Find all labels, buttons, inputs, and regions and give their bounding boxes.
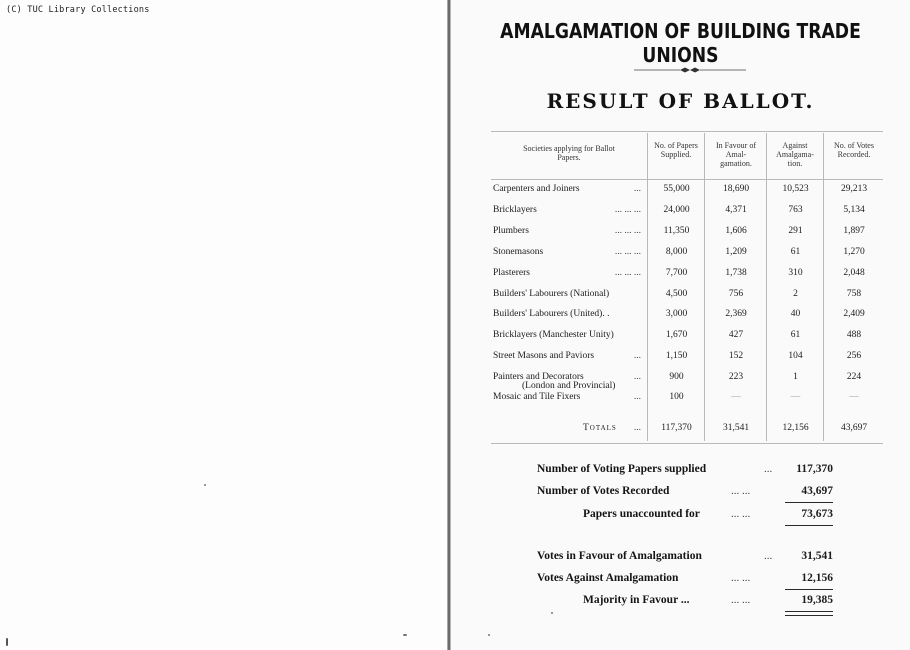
total-recorded: 43,697 — [840, 423, 868, 433]
society-name: Plumbers — [493, 226, 529, 236]
votes-against: 2 — [793, 289, 798, 299]
votes-recorded: 29,213 — [840, 184, 868, 194]
sum-rule — [785, 589, 833, 590]
votes-favour: 152 — [728, 351, 744, 361]
leader-dots: ... ... — [731, 485, 751, 497]
totals-label: Totals — [583, 423, 617, 433]
society-name: Bricklayers (Manchester Unity) — [493, 330, 614, 340]
votes-against: 291 — [788, 226, 803, 236]
votes-recorded: 224 — [846, 372, 862, 382]
summary-value: 19,385 — [801, 594, 833, 606]
divider-ornament — [634, 66, 746, 74]
table-row — [491, 247, 883, 263]
society-name: (London and Provincial) — [522, 381, 616, 391]
table-top-rule — [491, 131, 883, 132]
society-name: Builders' Labourers (United). . — [493, 309, 610, 319]
society-name: Stonemasons — [493, 247, 544, 257]
votes-favour: 1,738 — [725, 268, 747, 278]
votes-against: 310 — [788, 268, 803, 278]
society-name: Mosaic and Tile Fixers — [493, 392, 581, 402]
summary-value: 117,370 — [796, 463, 833, 475]
paper-speck — [403, 634, 407, 636]
papers-supplied: 4,500 — [665, 289, 688, 299]
header-rule — [491, 179, 883, 180]
table-row — [491, 184, 883, 200]
society-name: Carpenters and Joiners — [493, 184, 580, 194]
papers-supplied: 11,350 — [663, 226, 690, 236]
votes-recorded: — — [849, 392, 859, 402]
votes-against: 61 — [790, 247, 801, 257]
totals-row — [491, 423, 883, 439]
table-row — [491, 392, 883, 408]
right-page — [451, 0, 910, 650]
table-row — [491, 330, 883, 346]
votes-against: 763 — [788, 205, 803, 215]
society-name: Bricklayers — [493, 205, 537, 215]
leader-dots: ... — [633, 372, 641, 382]
leader-dots: ... — [764, 550, 773, 562]
paper-speck — [204, 484, 206, 486]
page-heading: AMALGAMATION OF BUILDING TRADE UNIONS — [500, 19, 861, 67]
leader-dots: ... ... ... — [614, 268, 641, 278]
votes-against: 61 — [790, 330, 801, 340]
header-recorded: No. of Votes Recorded. — [834, 141, 874, 159]
sum-double-rule — [785, 615, 833, 616]
header-against: Against Amalgama-tion. — [776, 141, 814, 168]
table-bottom-rule — [491, 443, 883, 444]
votes-favour: 18,690 — [722, 184, 750, 194]
table-row — [491, 226, 883, 242]
ballot-table — [491, 131, 883, 446]
header-favour: In Favour of Amal-gamation. — [716, 141, 756, 168]
summary-value: 31,541 — [801, 550, 833, 562]
papers-supplied: 1,150 — [665, 351, 688, 361]
leader-dots: ... — [633, 351, 641, 361]
papers-supplied: 55,000 — [663, 184, 690, 194]
sum-rule — [785, 502, 833, 503]
leader-dots: ... ... — [731, 508, 751, 520]
summary-value: 73,673 — [801, 508, 833, 520]
summary-value: 12,156 — [801, 572, 833, 584]
leader-dots: ... — [764, 463, 773, 475]
leader-dots: ... ... — [731, 594, 751, 606]
table-row — [491, 289, 883, 305]
leader-dots: ... ... ... — [614, 247, 641, 257]
total-against: 12,156 — [782, 423, 809, 433]
votes-favour: 1,606 — [725, 226, 747, 236]
sum-rule — [785, 525, 833, 526]
votes-favour: 756 — [728, 289, 744, 299]
papers-supplied: 24,000 — [663, 205, 690, 215]
votes-favour: 1,209 — [725, 247, 747, 257]
votes-recorded: 5,134 — [843, 205, 865, 215]
papers-supplied: 1,670 — [665, 330, 688, 340]
summary-label: Votes Against Amalgamation — [537, 572, 679, 584]
papers-supplied: 100 — [669, 392, 684, 402]
votes-recorded: 256 — [846, 351, 862, 361]
summary-label: Number of Voting Papers supplied — [537, 463, 707, 475]
votes-against: — — [790, 392, 801, 402]
paper-speck — [551, 612, 553, 614]
society-name: Painters and Decorators — [493, 372, 584, 382]
votes-against: 10,523 — [782, 184, 809, 194]
summary-label: Majority in Favour ... — [583, 594, 690, 606]
total-favour: 31,541 — [722, 423, 750, 433]
papers-supplied: 900 — [669, 372, 684, 382]
summary-label: Number of Votes Recorded — [537, 485, 670, 497]
header-supplied: No. of Papers Supplied. — [654, 141, 698, 159]
papers-supplied: 7,700 — [665, 268, 688, 278]
sum-rule — [785, 611, 833, 612]
table-row — [491, 268, 883, 284]
result-title: RESULT OF BALLOT. — [546, 89, 815, 113]
leader-dots: ... — [633, 392, 641, 402]
summary-value: 43,697 — [801, 485, 833, 497]
votes-favour: 427 — [728, 330, 744, 340]
leader-dots: ... — [633, 184, 641, 194]
summary-label: Votes in Favour of Amalgamation — [537, 550, 702, 562]
votes-recorded: 758 — [846, 289, 862, 299]
votes-recorded: 488 — [846, 330, 862, 340]
votes-against: 104 — [788, 351, 803, 361]
votes-against: 1 — [793, 372, 798, 382]
table-row — [491, 205, 883, 221]
votes-favour: 4,371 — [725, 205, 747, 215]
votes-favour: 223 — [728, 372, 744, 382]
table-row — [491, 309, 883, 325]
leader-dots: ... ... ... — [614, 205, 641, 215]
copyright-watermark: (C) TUC Library Collections — [6, 5, 150, 15]
summary-label: Papers unaccounted for — [583, 508, 700, 520]
papers-supplied: 8,000 — [665, 247, 688, 257]
votes-recorded: 2,409 — [843, 309, 865, 319]
total-supplied: 117,370 — [661, 423, 692, 433]
votes-recorded: 1,897 — [843, 226, 865, 236]
papers-supplied: 3,000 — [665, 309, 688, 319]
leader-dots: ... ... ... — [614, 226, 641, 236]
left-blank-page — [0, 0, 447, 650]
society-name: Street Masons and Paviors — [493, 351, 595, 361]
votes-recorded: 1,270 — [843, 247, 865, 257]
table-row — [491, 351, 883, 367]
votes-against: 40 — [790, 309, 801, 319]
votes-favour: — — [731, 392, 741, 402]
leader-dots: ... — [633, 423, 641, 433]
header-societies: Societies applying for Ballot Papers. — [523, 144, 615, 162]
paper-speck — [488, 634, 490, 636]
society-name: Builders' Labourers (National) — [493, 289, 610, 299]
society-name: Plasterers — [493, 268, 530, 278]
votes-recorded: 2,048 — [843, 268, 865, 278]
votes-favour: 2,369 — [725, 309, 747, 319]
page-edge-mark — [6, 638, 8, 646]
leader-dots: ... ... — [731, 572, 751, 584]
